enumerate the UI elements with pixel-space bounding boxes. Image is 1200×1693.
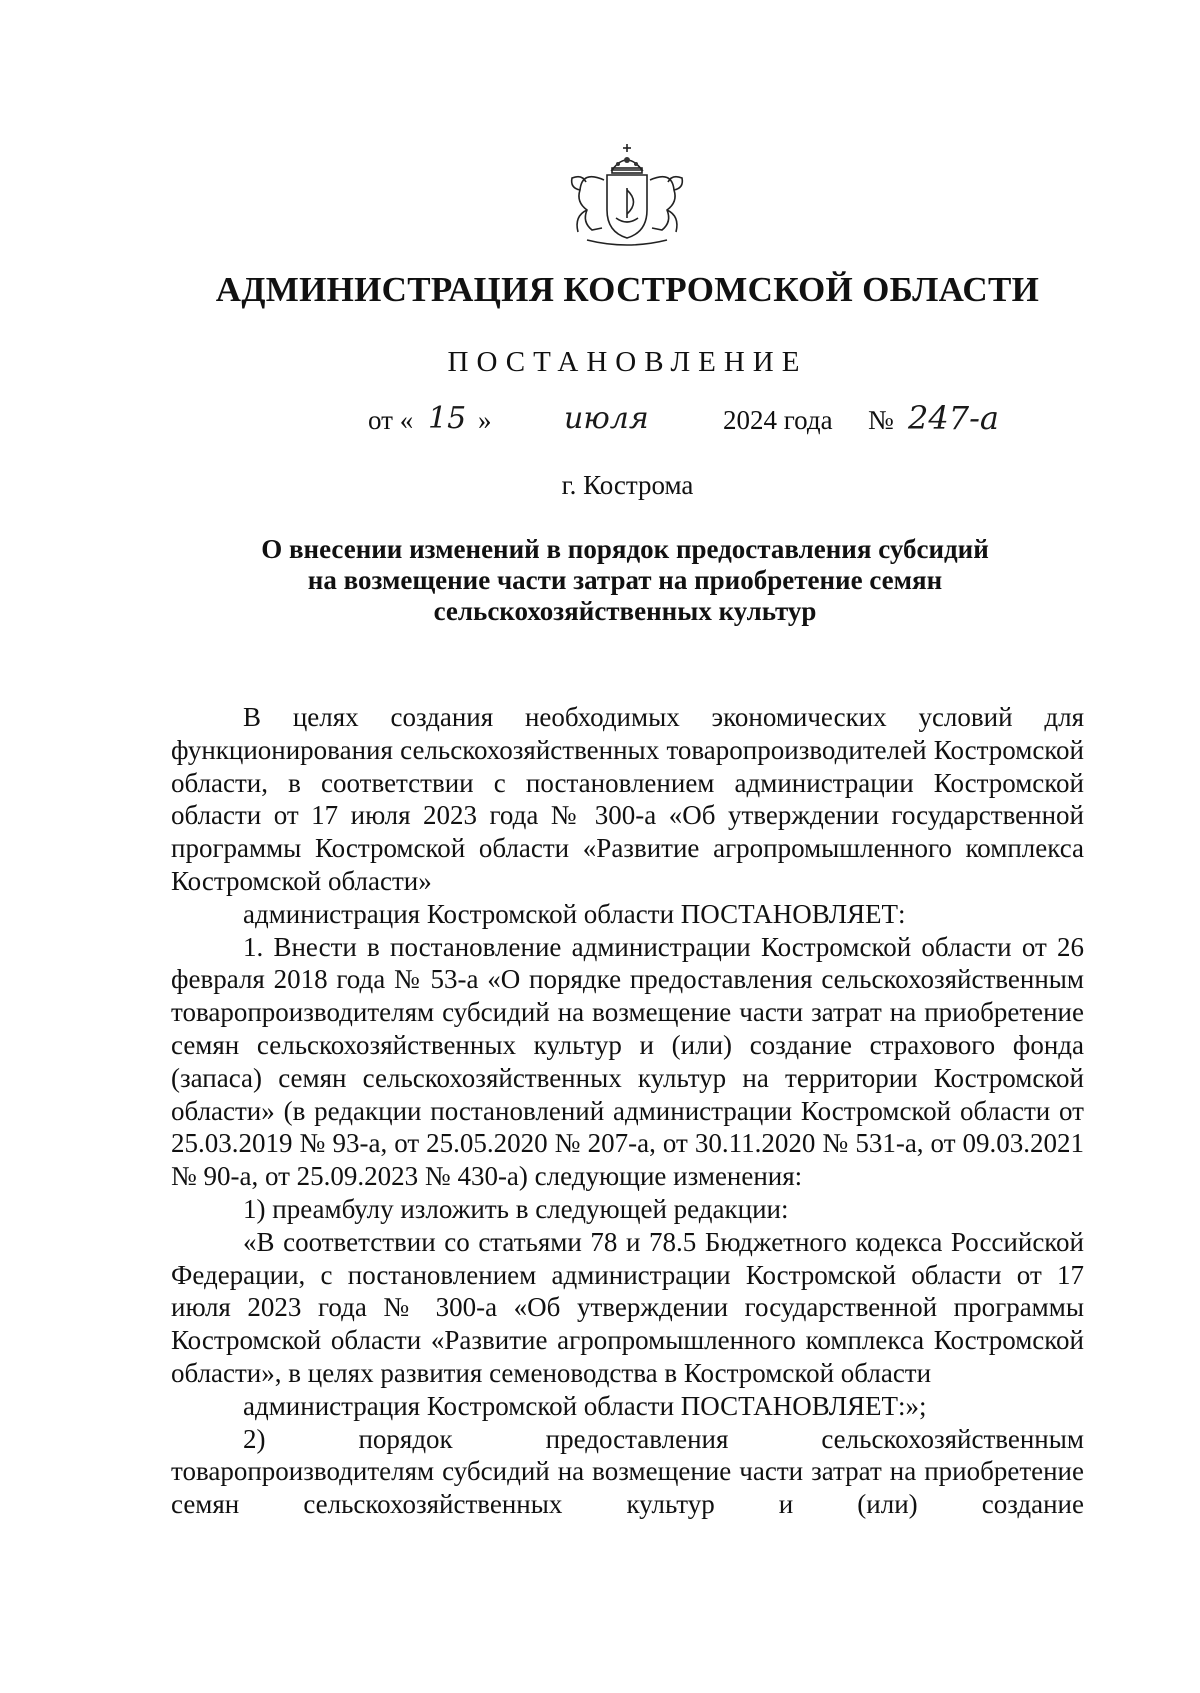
date-year: 2024 года: [723, 405, 833, 435]
number-sign: №: [868, 405, 894, 435]
subject-line: сельскохозяйственных культур: [433, 596, 817, 626]
date-prefix: от «: [368, 405, 414, 435]
subject-line: на возмещение части затрат на приобретение семян: [307, 565, 943, 595]
coat-of-arms-icon: [552, 140, 702, 248]
body-paragraph: 1. Внести в постановление администрации Костромской области от 26 февраля 2018 года № 53-а «О порядке предоставления сельскохозяйственным товаропроизводителям субсидий на возмещение части затрат на приобретение семян сельскохозяйственных культур и (или) создание страхового фонда (запаса) семян сельскохозяйственных культур на территории Костромской области» (в редакции постановлений администрации Костромской области от 25.03.2019 № 93-а, от 25.05.2020 № 207-а, от 30.11.2020 № 531-а, от 09.03.2021 № 90-а, от 25.09.2023 № 430-а) следующие изменения:: [171, 931, 1084, 1192]
body-paragraph: В целях создания необходимых экономических условий для функционирования сельскохозяйственных товаропроизводителей Костромской области, в соответствии с постановлением администрации Костромской области от 17 июля 2023 года № 300-а «Об утверждении государственной программы Костромской области «Развитие агропромышленного комплекса Костромской области»: [171, 702, 1084, 896]
date-number-line: [368, 399, 1068, 445]
document-subject: [180, 534, 1070, 627]
body-paragraph: 1) преамбулу изложить в следующей редакции:: [243, 1193, 789, 1224]
subject-line: О внесении изменений в порядок предоставления субсидий: [261, 534, 989, 564]
document-number: 247-а: [908, 399, 999, 437]
body-paragraph: «В соответствии со статьями 78 и 78.5 Бюджетного кодекса Российской Федерации, с постановлением администрации Костромской области от 17 июля 2023 года № 300-а «Об утверждении государственной программы Костромской области «Развитие агропромышленного комплекса Костромской области», в целях развития семеноводства в Костромской области: [171, 1226, 1084, 1388]
city-name: г. Кострома: [561, 470, 694, 500]
date-day-close: »: [478, 405, 492, 435]
body-paragraph: 2) порядок предоставления сельскохозяйственным товаропроизводителям субсидий на возмещение части затрат на приобретение семян сельскохозяйственных культур и (или) создание: [171, 1423, 1084, 1520]
agency-title: АДМИНИСТРАЦИЯ КОСТРОМСКОЙ ОБЛАСТИ: [215, 270, 1040, 309]
body-paragraph: администрация Костромской области ПОСТАНОВЛЯЕТ:: [243, 898, 906, 929]
body-paragraph: администрация Костромской области ПОСТАНОВЛЯЕТ:»;: [243, 1390, 927, 1421]
date-day: 15: [428, 401, 467, 436]
document-type: ПОСТАНОВЛЕНИЕ: [447, 346, 808, 378]
date-month: июля: [564, 401, 649, 436]
document-body: [171, 701, 1084, 1521]
